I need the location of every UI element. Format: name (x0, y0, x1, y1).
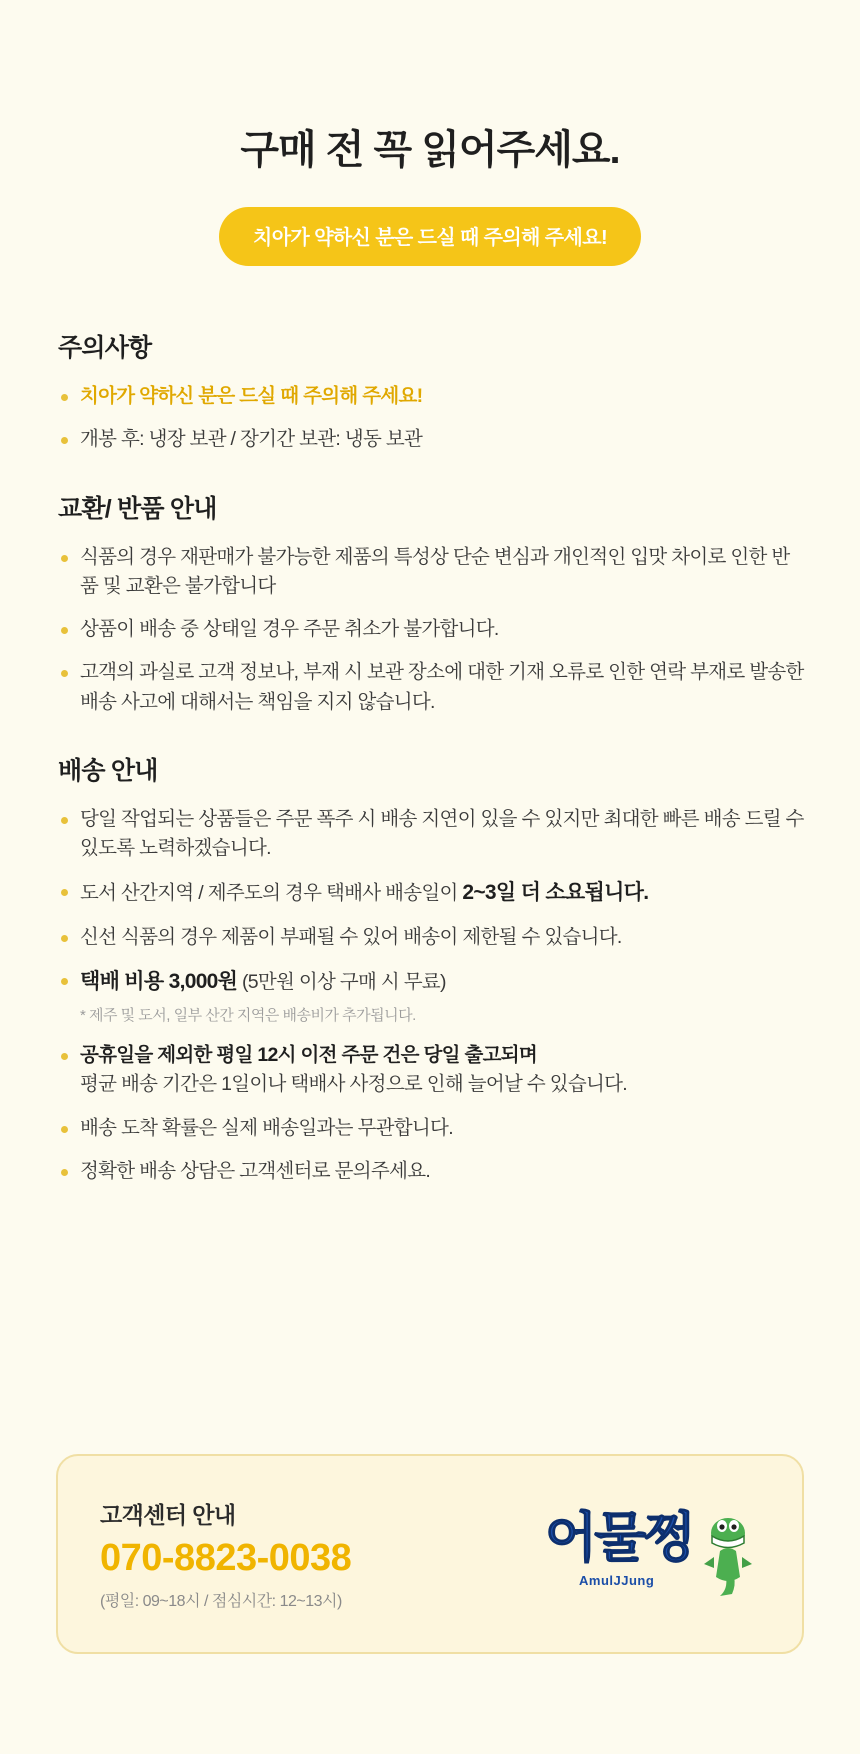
list-item-text: 정확한 배송 상담은 고객센터로 문의주세요. (80, 1159, 431, 1182)
section-exchange-return (56, 489, 804, 717)
list-item (56, 805, 804, 864)
list-item-text: 상품이 배송 중 상태일 경우 주문 취소가 불가합니다. (80, 618, 499, 640)
section-item-list (56, 543, 804, 717)
section-item-list (56, 382, 804, 455)
list-item (56, 1157, 804, 1186)
section-title: 배송 안내 (58, 756, 158, 785)
cutoff-detail: 평균 배송 기간은 1일이나 택배사 사정으로 인해 늘어날 수 있습니다. (80, 1073, 628, 1096)
shipping-fee-amount: 택배 비용 3,000원 (80, 970, 238, 993)
highlight-badge-row (56, 207, 804, 266)
notice-sections (56, 328, 804, 1186)
list-item-text: 신선 식품의 경우 제품이 부패될 수 있어 배송이 제한될 수 있습니다. (80, 925, 622, 948)
brand-logo-subtext: AmulJJung (579, 1573, 655, 1588)
crocodile-icon (698, 1513, 760, 1599)
list-item-text: 도서 산간지역 / 제주도의 경우 택배사 배송일이 (80, 882, 463, 905)
list-item-text: 배송 도착 확률은 실제 배송일과는 무관합니다. (80, 1116, 453, 1139)
caution-badge: 치아가 약하신 분은 드실 때 주의해 주세요! (219, 207, 641, 266)
list-item-shipping-fee (56, 966, 804, 1027)
list-item-text: 당일 작업되는 상품들은 주문 폭주 시 배송 지연이 있을 수 있지만 최대한 빠른 배송 드릴 수 있도록 노력하겠습니다. (80, 807, 804, 859)
list-item (56, 1114, 804, 1143)
list-item (56, 382, 804, 411)
list-item-text: 고객의 과실로 고객 정보나, 부재 시 보관 장소에 대한 기재 오류로 인한 연락 부재로 발송한 배송 사고에 대해서는 책임을 지지 않습니다. (80, 661, 804, 713)
brand-logo (545, 1499, 760, 1609)
section-item-list (56, 805, 804, 1186)
list-item (56, 425, 804, 454)
list-item (56, 543, 804, 602)
section-title: 주의사항 (58, 334, 152, 362)
list-item-text: 치아가 약하신 분은 드실 때 주의해 주세요! (80, 385, 423, 407)
section-precautions (56, 328, 804, 455)
list-item-cutoff (56, 1041, 804, 1100)
cs-hours: (평일: 09~18시 / 점심시간: 12~13시) (100, 1592, 342, 1610)
customer-service-info (100, 1497, 545, 1611)
list-item (56, 615, 804, 644)
list-item (56, 877, 804, 909)
list-item (56, 923, 804, 952)
list-item-text: 개봉 후: 냉장 보관 / 장기간 보관: 냉동 보관 (80, 428, 423, 451)
customer-service-card (56, 1454, 804, 1654)
shipping-fee-condition: (5만원 이상 구매 시 무료) (237, 971, 446, 993)
cutoff-lead: 공휴일을 제외한 평일 12시 이전 주문 건은 당일 출고되며 (80, 1044, 538, 1066)
page-title: 구매 전 꼭 읽어주세요. (240, 128, 620, 172)
cs-phone-number[interactable]: 070-8823-0038 (100, 1537, 352, 1580)
section-shipping (56, 751, 804, 1186)
cs-title: 고객센터 안내 (100, 1502, 236, 1529)
shipping-fee-note: * 제주 및 도서, 일부 산간 지역은 배송비가 추가됩니다. (80, 1006, 416, 1024)
brand-logo-text: 어물쩡 (545, 1508, 693, 1568)
section-title: 교환/ 반품 안내 (58, 494, 217, 523)
list-item (56, 658, 804, 717)
list-item-text: 식품의 경우 재판매가 불가능한 제품의 특성상 단순 변심과 개인적인 입맛 차이로 인한 반품 및 교환은 불가합니다 (80, 545, 790, 597)
list-item-emphasis: 2~3일 더 소요됩니다. (462, 881, 649, 905)
